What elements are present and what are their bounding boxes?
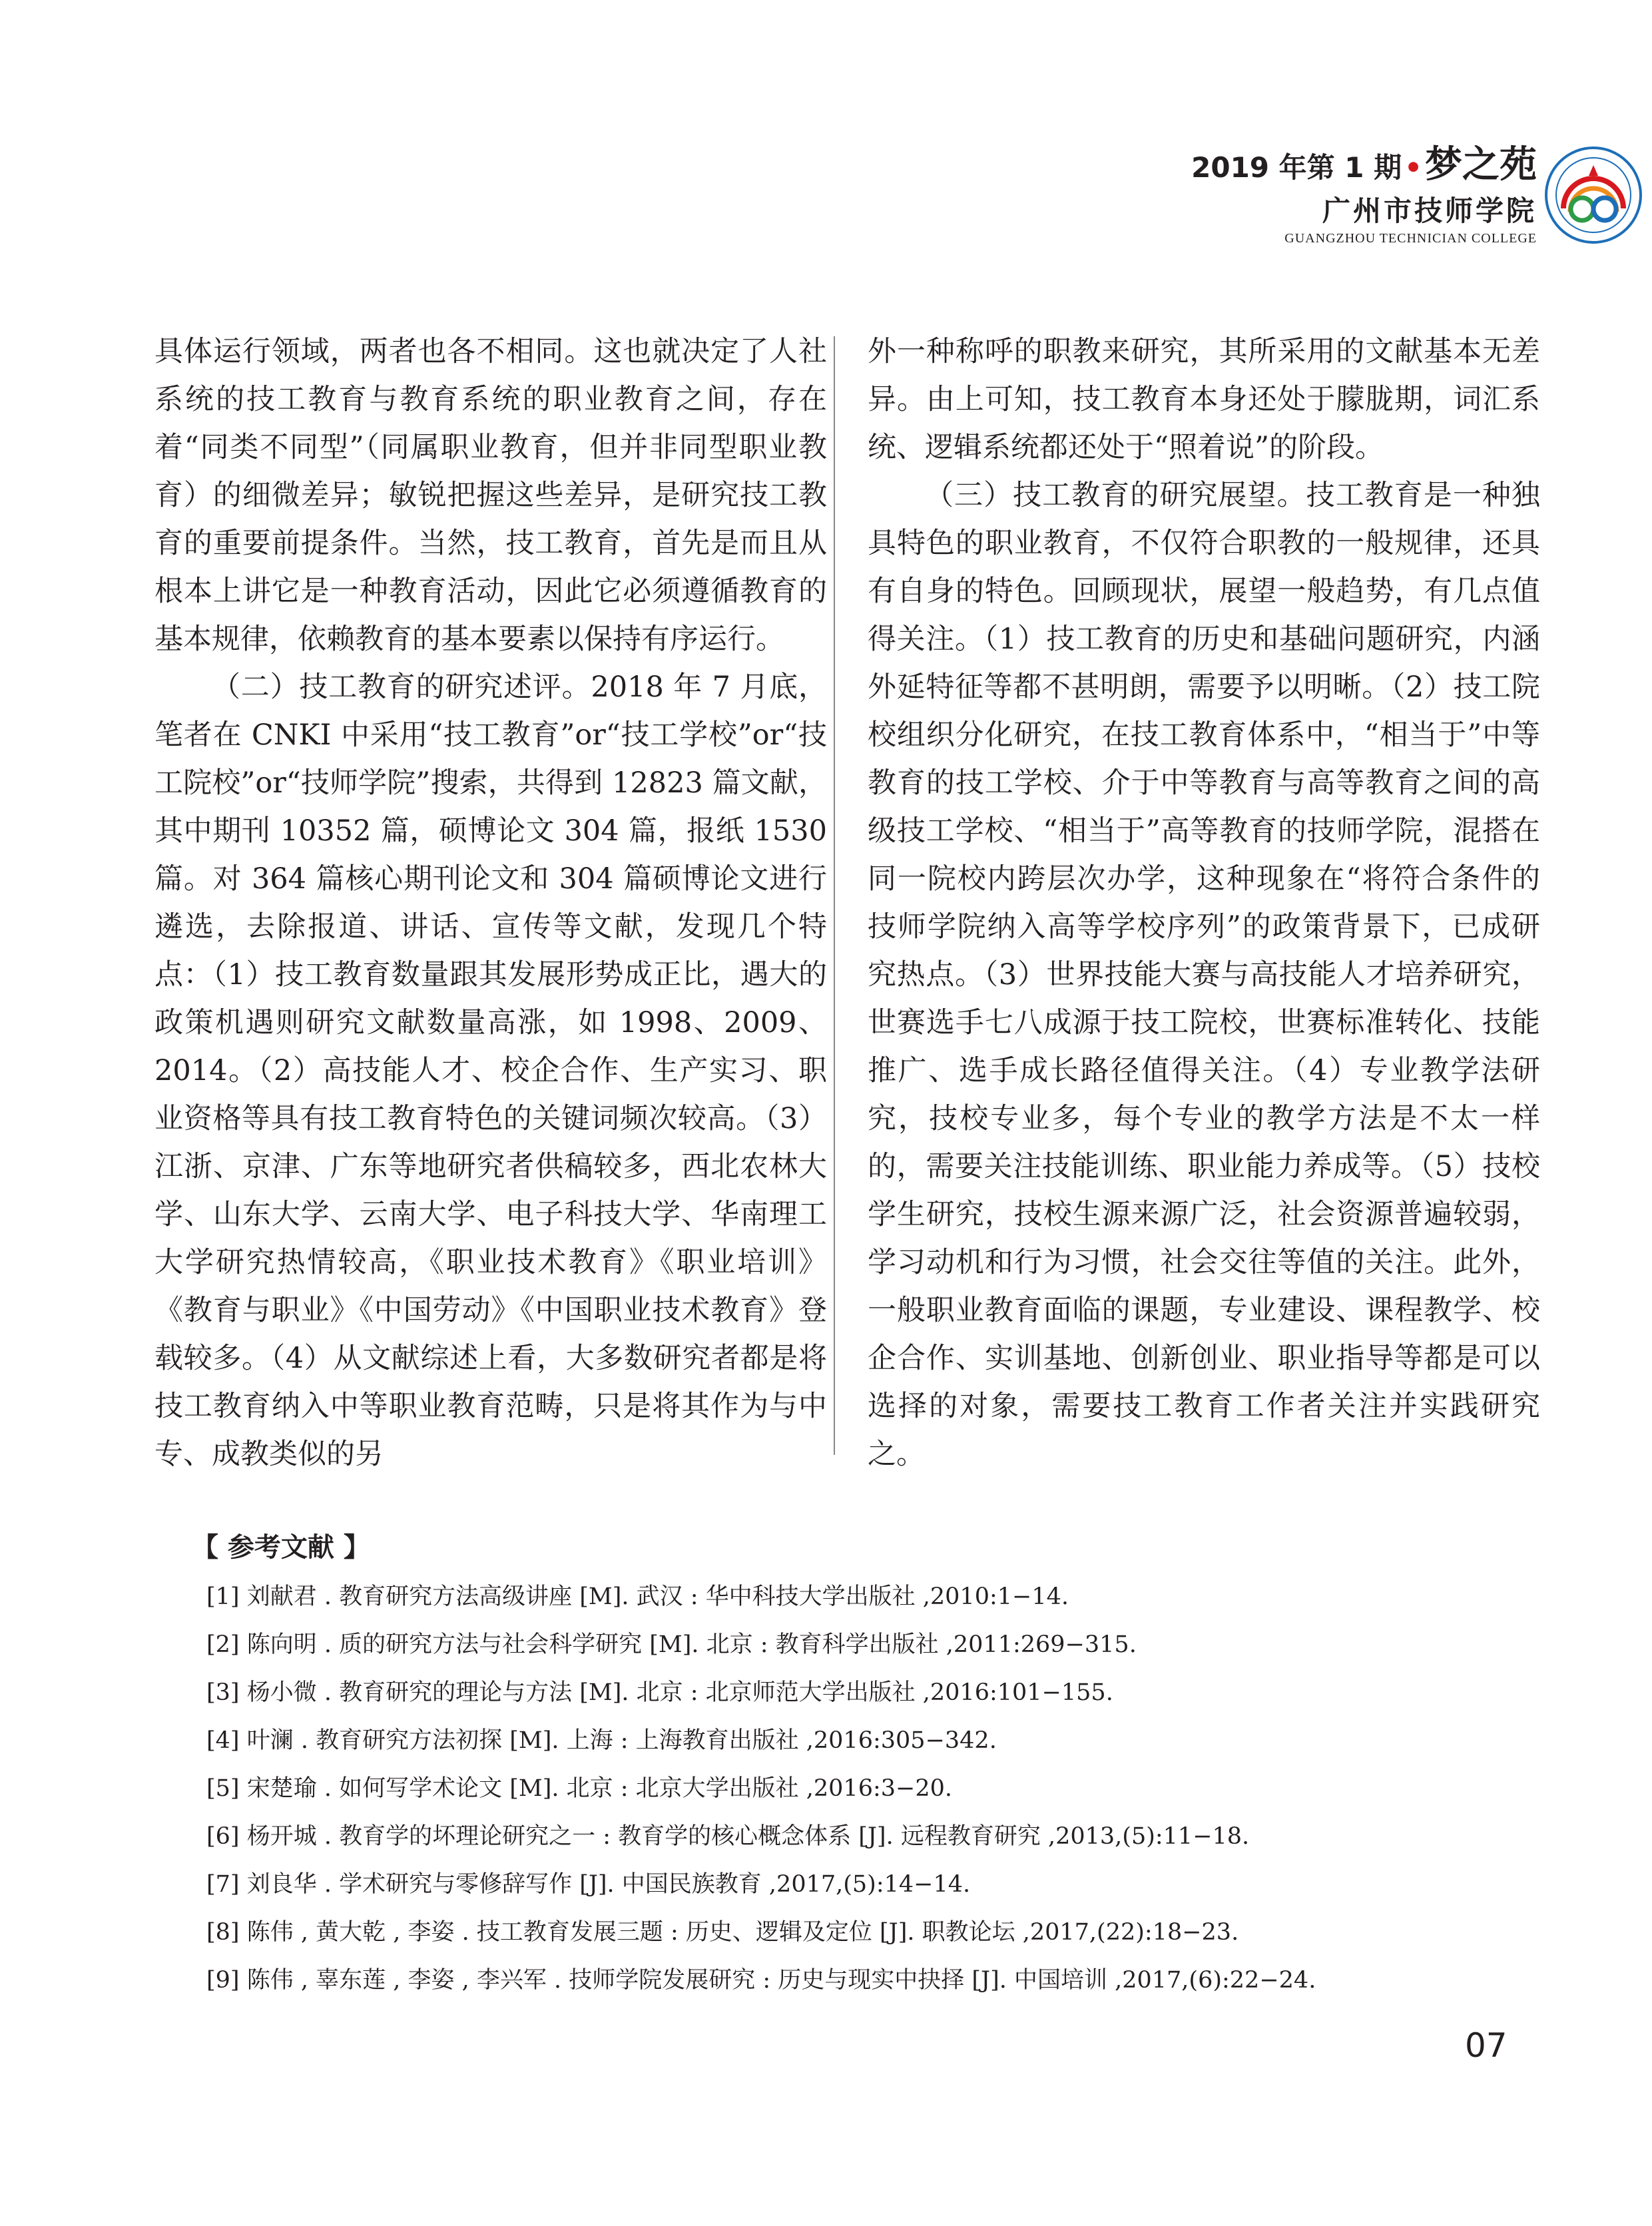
page-number: 07	[1465, 2026, 1508, 2065]
college-logo	[1543, 145, 1643, 245]
right-paragraph-1: 外一种称呼的职教来研究，其所采用的文献基本无差异。由上可知，技工教育本身还处于朦胧期，词汇系统、逻辑系统都还处于“照着说”的阶段。	[868, 335, 1540, 464]
reference-item: [6] 杨开城 . 教育学的坏理论研究之一 : 教育学的核心概念体系 [J]. 远程教育研究 ,2013,(5):11−18.	[206, 1823, 1250, 1850]
reference-item: [5] 宋楚瑜 . 如何写学术论文 [M]. 北京 : 北京大学出版社 ,2016:3−20.	[206, 1775, 953, 1802]
page-header	[1105, 145, 1537, 245]
references-section	[192, 1529, 1472, 2004]
issue-label: 2019 年第 1 期	[1191, 151, 1402, 184]
reference-item: [4] 叶澜 . 教育研究方法初探 [M]. 上海 : 上海教育出版社 ,2016:305−342.	[206, 1727, 997, 1754]
magazine-name: 梦之苑	[1425, 143, 1537, 186]
left-column	[154, 328, 827, 1478]
college-name-cn: 广州市技师学院	[1322, 194, 1537, 227]
section-heading-2: （二）技工教育的研究述评。	[212, 671, 591, 704]
right-column	[868, 328, 1540, 1478]
reference-item: [7] 刘良华 . 学术研究与零修辞写作 [J]. 中国民族教育 ,2017,(5):14−14.	[206, 1871, 971, 1898]
column-divider	[834, 336, 835, 1455]
college-name-en: GUANGZHOU TECHNICIAN COLLEGE	[1284, 231, 1537, 246]
left-paragraph-1: 具体运行领域，两者也各不相同。这也就决定了人社系统的技工教育与教育系统的职业教育之间，存在着“同类不同型”（同属职业教育，但并非同型职业教育）的细微差异；敏锐把握这些差异，是研究技工教育的重要前提条件。当然，技工教育，首先是而且从根本上讲它是一种教育活动，因此它必须遵循教育的基本规律，依赖教育的基本要素以保持有序运行。	[154, 335, 827, 656]
reference-item: [2] 陈向明 . 质的研究方法与社会科学研究 [M]. 北京 : 教育科学出版社 ,2011:269−315.	[206, 1631, 1137, 1658]
left-paragraph-2-body: 2018 年 7 月底，笔者在 CNKI 中采用“技工教育”or“技工学校”or“技工院校”or“技师学院”搜索，共得到 12823 篇文献，其中期刊 10352 篇，硕博论文 304 篇，报纸 1530 篇。对 364 篇核心期刊论文和 304 篇硕博论文进行遴选，去除报道、讲话、宣传等文献，发现几个特点：（1）技工教育数量跟其发展形势成正比，遇大的政策机遇则研究文献数量高涨，如 1998、2009、2014。（2）高技能人才、校企合作、生产实习、职业资格等具有技工教育特色的关键词频次较高。（3）江浙、京津、广东等地研究者供稿较多，西北农林大学、山东大学、云南大学、电子科技大学、华南理工大学研究热情较高，《职业技术教育》《职业培训》《教育与职业》《中国劳动》《中国职业技术教育》登载较多。（4）从文献综述上看，大多数研究者都是将技工教育纳入中等职业教育范畴，只是将其作为与中专、成教类似的另	[154, 671, 828, 1471]
reference-item: [9] 陈伟 , 辜东莲 , 李姿 , 李兴军 . 技师学院发展研究 : 历史与现实中抉择 [J]. 中国培训 ,2017,(6):22−24.	[206, 1967, 1316, 1994]
reference-item: [8] 陈伟 , 黄大乾 , 李姿 . 技工教育发展三题 : 历史、逻辑及定位 [J]. 职教论坛 ,2017,(22):18−23.	[206, 1919, 1239, 1946]
left-paragraph-2	[154, 663, 827, 1478]
references-title: 【 参考文献 】	[192, 1532, 370, 1563]
separator-dot: •	[1404, 151, 1422, 184]
reference-item: [3] 杨小微 . 教育研究的理论与方法 [M]. 北京 : 北京师范大学出版社 ,2016:101−155.	[206, 1679, 1113, 1706]
section-heading-3: （三）技工教育的研究展望。	[925, 479, 1306, 512]
reference-item: [1] 刘献君 . 教育研究方法高级讲座 [M]. 武汉 : 华中科技大学出版社 ,2010:1−14.	[206, 1583, 1069, 1610]
right-paragraph-2-body: 技工教育是一种独具特色的职业教育，不仅符合职教的一般规律，还具有自身的特色。回顾现状，展望一般趋势，有几点值得关注。（1）技工教育的历史和基础问题研究，内涵外延特征等都不甚明朗，需要予以明晰。（2）技工院校组织分化研究，在技工教育体系中，“相当于”中等教育的技工学校、介于中等教育与高等教育之间的高级技工学校、“相当于”高等教育的技师学院，混搭在同一院校内跨层次办学，这种现象在“将符合条件的技师学院纳入高等学校序列”的政策背景下，已成研究热点。（3）世界技能大赛与高技能人才培养研究，世赛选手七八成源于技工院校，世赛标准转化、技能推广、选手成长路径值得关注。（4）专业教学法研究，技校专业多，每个专业的教学方法是不太一样的，需要关注技能训练、职业能力养成等。（5）技校学生研究，技校生源来源广泛，社会资源普遍较弱，学习动机和行为习惯，社会交往等值的关注。此外，一般职业教育面临的课题，专业建设、课程教学、校企合作、实训基地、创新创业、职业指导等都是可以选择的对象，需要技工教育工作者关注并实践研究之。	[868, 479, 1541, 1471]
issue-line	[1191, 145, 1537, 188]
right-paragraph-2	[868, 471, 1540, 1478]
